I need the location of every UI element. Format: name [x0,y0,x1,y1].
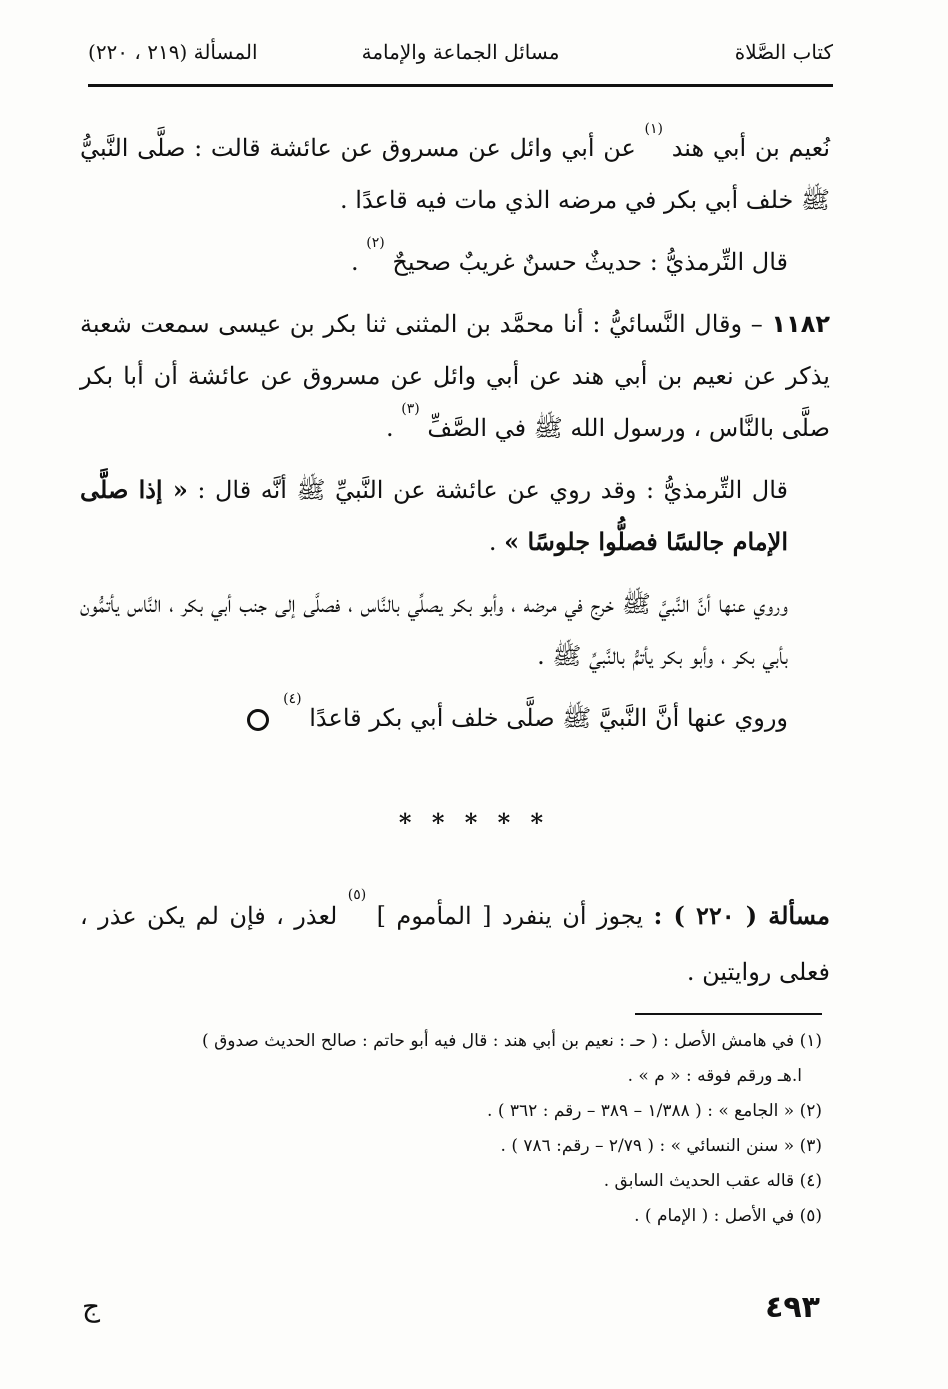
footnote-3: (٣) « سنن النسائي » : ( ٢/٧٩ – رقم: ٧٨٦ ) . [500,1136,822,1156]
signature-mark: ج [82,1290,101,1323]
issue-range: المسألة (٢١٩ ، ٢٢٠) [88,40,258,64]
footnote-ref-5: (٥) [347,887,367,903]
section-separator: * * * * * [398,808,550,837]
footnote-ref-4: (٤) [283,691,302,707]
paragraph-3: ١١٨٢ – وقال النَّسائيُّ : أنا محمَّد بن المثنى ثنا بكر بن عيسى سمعت شعبة يذكر عن نعيم بن أبي هند عن أبي وائل عن مسروق عن عائشة أن أبا بكر صلَّى بالنَّاس ، ورسول الله ﷺ في الصَّفِّ $^{(٣)}$ . [80,310,830,442]
paragraph-1: نُعيم بن أبي هند $^{(١)}$ عن أبي وائل عن مسروق عن عائشة قالت : صلَّى النَّبيُّ ﷺ خلف أبي بكر في مرضه الذي مات فيه قاعدًا . [80,121,830,214]
footnote-4: (٤) قاله عقب الحديث السابق . [603,1171,822,1191]
page-number: ٤٩٣ [765,1290,820,1325]
end-circle-icon [247,709,269,731]
footnote-rule [635,1013,822,1015]
footnote-ref-3: (٣) [401,401,420,417]
hadith-quote: « إذا صلَّى الإمام جالسًا فصلُّوا جلوسًا » [80,475,788,556]
footnote-ref-1: (١) [644,121,664,137]
running-header [88,40,833,74]
hadith-number: ١١٨٢ [771,310,830,338]
issue-heading: مسألة ( ٢٢٠ ) : [653,901,830,930]
paragraph-6: وروي عنها أنَّ النَّبيَّ ﷺ صلَّى خلف أبي بكر قاعدًا $^{(٤)}$ [80,692,830,744]
issue-220: مسألة ( ٢٢٠ ) : يجوز أن ينفرد [ المأموم ] $^{(٥)}$ لعذر ، فإن لم يكن عذر ، فعلى روايتين . [80,887,830,986]
footnotes [70,1024,822,1234]
paragraph-5: وروي عنها أنَّ النَّبيَّ ﷺ خرج في مرضه ، وأبو بكر يصلِّي بالنَّاس ، فصلَّى إلى جنب أبي بكر ، النَّاس يأتمُّون بأبي بكر ، وأبو بكر يأتمُّ بالنَّبيِّ ﷺ . [80,590,788,670]
main-text [80,122,830,754]
footnote-5: (٥) في الأصل : ( الإمام ) . [634,1206,822,1226]
footnote-2: (٢) « الجامع » : ( ١/٣٨٨ – ٣٨٩ – رقم : ٣٦٢ ) . [487,1101,822,1121]
paragraph-2: قال التِّرمذيُّ : حديثٌ حسنٌ غريبٌ صحيحٌ $^{(٢)}$ . [350,235,788,276]
footnote-1: (١) في هامش الأصل : ( حـ : نعيم بن أبي هند : قال فيه أبو حاتم : صالح الحديث صدوق ) [202,1031,822,1051]
header-rule [88,84,833,87]
chapter-title: مسائل الجماعة والإمامة [361,40,560,64]
book-title: كتاب الصَّلاة [734,40,833,64]
paragraph-4: قال التِّرمذيُّ : وقد روي عن عائشة عن النَّبيِّ ﷺ أنَّه قال : « إذا صلَّى الإمام جالسًا فصلُّوا جلوسًا » . [80,475,788,556]
footnote-1-continued: ا.هـ ورقم فوقه : « م » . [627,1066,802,1086]
footnote-ref-2: (٢) [366,235,385,251]
